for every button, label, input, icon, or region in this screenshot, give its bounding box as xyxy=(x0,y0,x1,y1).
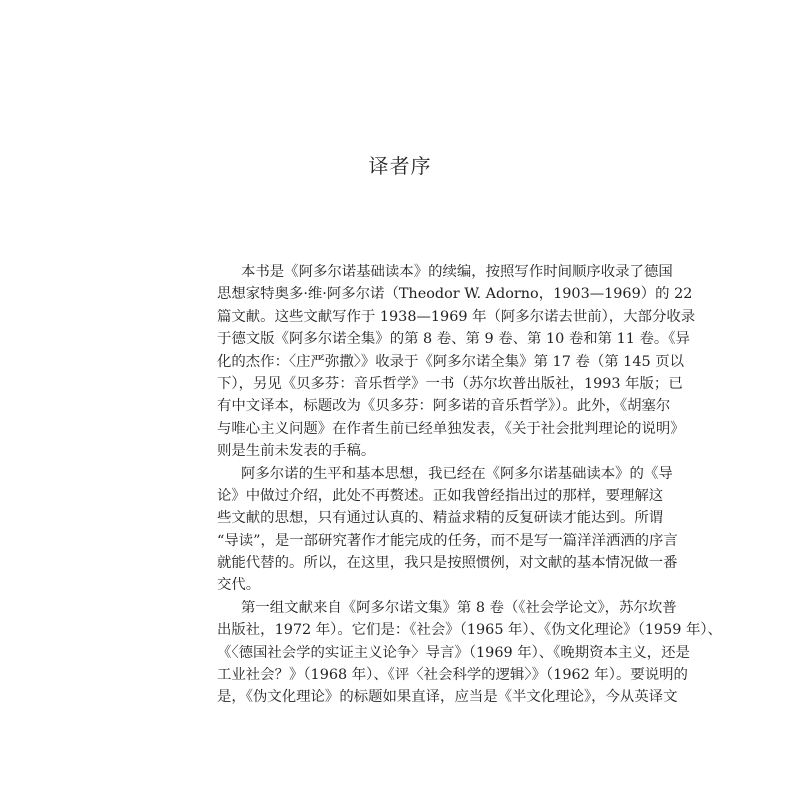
text-line: 化的杰作：〈庄严弥撒〉》收录于《阿多尔诺全集》第 17 卷（第 145 页以 xyxy=(217,353,685,370)
text-line: 是，《伪文化理论》的标题如果直译，应当是《半文化理论》，今从英译文 xyxy=(217,689,678,706)
text-line: 工业社会？》（1968 年）、《评〈社会科学的逻辑〉》（1962 年）。要说明的 xyxy=(217,667,688,684)
text-line: 《〈德国社会学的实证主义论争〉导言》（1969 年）、《晚期资本主义，还是 xyxy=(217,644,690,661)
text-line: “导读”，是一部研究著作才能完成的任务，而不是写一篇洋洋洒洒的序言 xyxy=(217,532,678,549)
text-line: 则是生前未发表的手稿。 xyxy=(217,443,376,460)
text-line: 有中文译本，标题改为《贝多芬：阿多诺的音乐哲学》）。此外，《胡塞尔 xyxy=(217,398,671,415)
text-line: 下），另见《贝多芬：音乐哲学》一书（苏尔坎普出版社，1993 年版；已 xyxy=(217,375,683,392)
text-line: 阿多尔诺的生平和基本思想，我已经在《阿多尔诺基础读本》的《导 xyxy=(241,465,673,482)
text-line: 本书是《阿多尔诺基础读本》的续编，按照写作时间顺序收录了德国 xyxy=(241,264,673,280)
text-line: 第一组文献来自《阿多尔诺文集》第 8 卷（《社会学论文》，苏尔坎普 xyxy=(241,599,677,616)
page-title: 译者序 xyxy=(368,154,432,178)
text-line: 与唯心主义问题》在作者生前已经单独发表，《关于社会批判理论的说明》 xyxy=(217,420,685,437)
text-line: 就能代替的。所以，在这里，我只是按照惯例，对文献的基本情况做一番 xyxy=(217,555,678,572)
text-line: 交代。 xyxy=(217,577,261,594)
body-text xyxy=(217,261,722,709)
text-line: 出版社，1972 年）。它们是：《社会》（1965 年）、《伪文化理论》（1959 年）、 xyxy=(217,622,722,639)
text-line: 些文献的思想，只有通过认真的、精益求精的反复研读才能达到。所谓 xyxy=(217,510,664,527)
text-line: 于德文版《阿多尔诺全集》的第 8 卷、第 9 卷、第 10 卷和第 11 卷。《异 xyxy=(217,331,690,348)
text-line: 篇文献。这些文献写作于 1938—1969 年（阿多尔诺去世前），大部分收录 xyxy=(217,308,696,325)
text-line: 思想家特奥多·维·阿多尔诺（Theodor W. Adorno，1903—1969）的 22 xyxy=(217,286,693,303)
text-line: 论》中做过介绍，此处不再赘述。正如我曾经指出过的那样，要理解这 xyxy=(217,487,664,504)
